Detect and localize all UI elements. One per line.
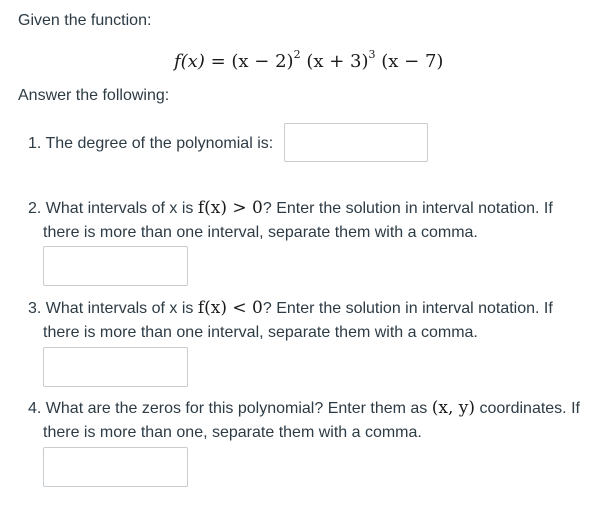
zeros-answer-input[interactable] bbox=[43, 447, 188, 487]
factor-3: (x − 7) bbox=[381, 51, 444, 72]
function-expression bbox=[174, 44, 443, 75]
question-text-after: coordinates. If bbox=[475, 400, 580, 417]
question-1 bbox=[28, 132, 273, 156]
question-number: 1. bbox=[28, 135, 42, 152]
question-number: 3. bbox=[28, 300, 42, 317]
exponent-2: 3 bbox=[368, 48, 376, 61]
question-text-before: What intervals of x is bbox=[45, 200, 198, 217]
question-math: f(x) > 0 bbox=[197, 198, 263, 218]
question-2 bbox=[28, 196, 553, 245]
question-number: 2. bbox=[28, 200, 42, 217]
question-text-line2: there is more than one interval, separate them with a comma. bbox=[43, 224, 478, 241]
degree-answer-input[interactable] bbox=[284, 123, 428, 162]
negative-intervals-input[interactable] bbox=[43, 347, 188, 387]
question-text-line2: there is more than one, separate them with a comma. bbox=[43, 424, 422, 441]
question-4 bbox=[28, 396, 580, 445]
question-math: (x, y) bbox=[431, 398, 476, 418]
question-math: f(x) < 0 bbox=[197, 298, 263, 318]
function-lhs: f(x) = bbox=[174, 51, 226, 72]
factor-2: (x + 3) bbox=[306, 51, 369, 72]
exponent-1: 2 bbox=[293, 48, 301, 61]
question-text-after: ? Enter the solution in interval notation. If bbox=[262, 200, 553, 217]
answer-prompt: Answer the following: bbox=[18, 87, 170, 104]
question-text-after: ? Enter the solution in interval notation. If bbox=[262, 300, 553, 317]
intro-text: Given the function: bbox=[18, 12, 152, 29]
question-text-before: What intervals of x is bbox=[45, 300, 198, 317]
question-number: 4. bbox=[28, 400, 42, 417]
factor-1: (x − 2) bbox=[231, 51, 294, 72]
positive-intervals-input[interactable] bbox=[43, 246, 188, 286]
question-text-line2: there is more than one interval, separate them with a comma. bbox=[43, 324, 478, 341]
question-text: The degree of the polynomial is: bbox=[45, 135, 274, 152]
question-text-before: What are the zeros for this polynomial? Enter them as bbox=[45, 400, 432, 417]
question-3 bbox=[28, 296, 553, 345]
